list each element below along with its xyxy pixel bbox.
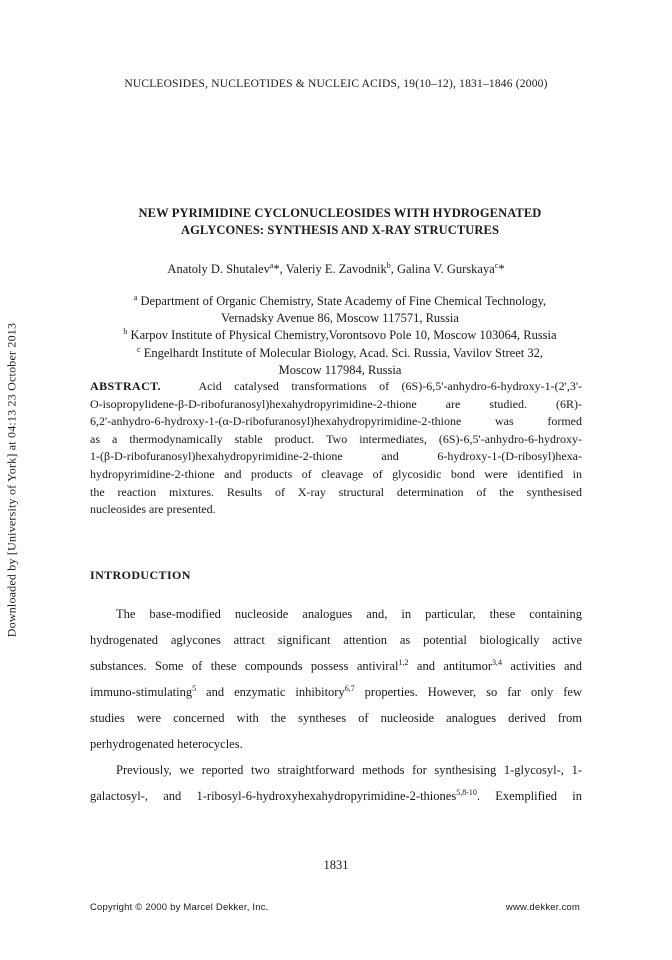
affiliation-a-mark: a [133, 293, 138, 302]
author-separator: , [390, 262, 397, 276]
author-1-affiliation-mark: a [269, 261, 274, 270]
citation-mark: 6,7 [344, 684, 355, 693]
body-line [90, 783, 582, 809]
body-text-span: galactosyl-, and 1-ribosyl-6-hydroxyhexahydropyrimidine-2-thiones [90, 789, 457, 803]
body-text-span: activities and [501, 659, 582, 673]
affiliation-c [100, 345, 580, 362]
abstract [90, 378, 582, 519]
body-text-span: substances. Some of these compounds possess antiviral [90, 659, 399, 673]
page-number: 1831 [323, 858, 349, 872]
section-heading: INTRODUCTION [90, 568, 191, 582]
body-text-span: and antitumor [408, 659, 492, 673]
abstract-line: 6,2'-anhydro-6-hydroxy-1-(α-D-ribofuranosyl)hexahydropyrimidine-2-thione was formed [90, 414, 582, 429]
copyright-notice: Copyright © 2000 by Marcel Dekker, Inc. [90, 902, 269, 913]
body-text-span: properties. However, so far only few [354, 685, 582, 699]
title-line-2: AGLYCONES: SYNTHESIS AND X-RAY STRUCTURES [180, 223, 500, 237]
abstract-line-text: Acid catalysed transformations of (6S)-6,5'-anhydro-6-hydroxy-1-(2',3'- [198, 379, 582, 393]
affiliation-c-line-2: Moscow 117984, Russia [278, 362, 402, 377]
body-line: The base-modified nucleoside analogues and, in particular, these containing [116, 607, 582, 621]
affiliation-b [100, 327, 580, 344]
abstract-label: ABSTRACT. [90, 379, 162, 393]
publisher-website-link[interactable]: www.dekker.com [505, 902, 580, 913]
body-text [90, 601, 582, 809]
citation-mark: 3,4 [491, 658, 502, 667]
download-watermark [2, 300, 22, 660]
body-text-span: and enzymatic inhibitory [196, 685, 345, 699]
affiliations [100, 293, 580, 379]
affiliation-c-line-1: Engelhardt Institute of Molecular Biology, Acad. Sci. Russia, Vavilov Street 32, [140, 345, 543, 360]
body-line: hydrogenated aglycones attract significant attention as potential biologically active [90, 633, 582, 647]
article-title [100, 205, 580, 239]
author-1: Anatoly D. Shutalev [167, 262, 270, 276]
affiliation-a-line-2: Vernadsky Avenue 86, Moscow 117571, Russia [221, 311, 459, 326]
body-text-span: immuno-stimulating [90, 685, 193, 699]
author-2-affiliation-mark: b [386, 261, 391, 270]
abstract-line [90, 378, 582, 396]
abstract-line: 1-(β-D-ribofuranosyl)hexahydropyrimidine-2-thione and 6-hydroxy-1-(D-ribosyl)hexa- [90, 449, 582, 464]
author-3-affiliation-mark: c [494, 261, 499, 270]
body-line: Previously, we reported two straightforward methods for synthesising 1-glycosyl-, 1- [116, 763, 582, 777]
affiliation-c-mark: c [137, 344, 141, 354]
citation-mark: 5 [192, 684, 197, 693]
body-line: perhydrogenated heterocycles. [90, 737, 243, 751]
body-line [90, 653, 582, 679]
abstract-line: the reaction mixtures. Results of X-ray structural determination of the synthesised [90, 484, 582, 499]
body-text-span: . Exemplified in [476, 789, 582, 803]
affiliation-b-line-1: Karpov Institute of Physical Chemistry,Vorontsovo Pole 10, Moscow 103064, Russia [127, 328, 557, 343]
author-1-corresponding-mark: *, [273, 262, 286, 276]
abstract-line: nucleosides are presented. [90, 502, 216, 517]
body-line [90, 679, 582, 705]
author-3-corresponding-mark: * [498, 262, 505, 276]
title-line-1: NEW PYRIMIDINE CYCLONUCLEOSIDES WITH HYDROGENATED [138, 206, 542, 220]
citation-mark: 1,2 [398, 658, 409, 667]
abstract-line: O-isopropylidene-β-D-ribofuranosyl)hexahydropyrimidine-2-thione are studied. (6R)- [90, 396, 582, 411]
download-watermark-text: Downloaded by [University of York] at 04:13 23 October 2013 [4, 322, 19, 638]
affiliation-a-line-1: Department of Organic Chemistry, State Academy of Fine Chemical Technology, [137, 294, 547, 308]
affiliation-b-mark: b [123, 327, 128, 337]
body-line: studies were concerned with the syntheses of nucleoside analogues derived from [90, 711, 582, 725]
running-head: NUCLEOSIDES, NUCLEOTIDES & NUCLEIC ACIDS, 19(10–12), 1831–1846 (2000) [124, 78, 548, 90]
author-list [0, 262, 672, 277]
author-3: Galina V. Gurskaya [396, 262, 495, 276]
abstract-line: hydropyrimidine-2-thione and products of cleavage of glycosidic bond were identified in [90, 466, 582, 481]
affiliation-a [100, 293, 580, 310]
abstract-line: as a thermodynamically stable product. Two intermediates, (6S)-6,5'-anhydro-6-hydroxy- [90, 431, 582, 446]
citation-mark: 5,8-10 [456, 788, 477, 797]
author-2: Valeriy E. Zavodnik [285, 262, 387, 276]
